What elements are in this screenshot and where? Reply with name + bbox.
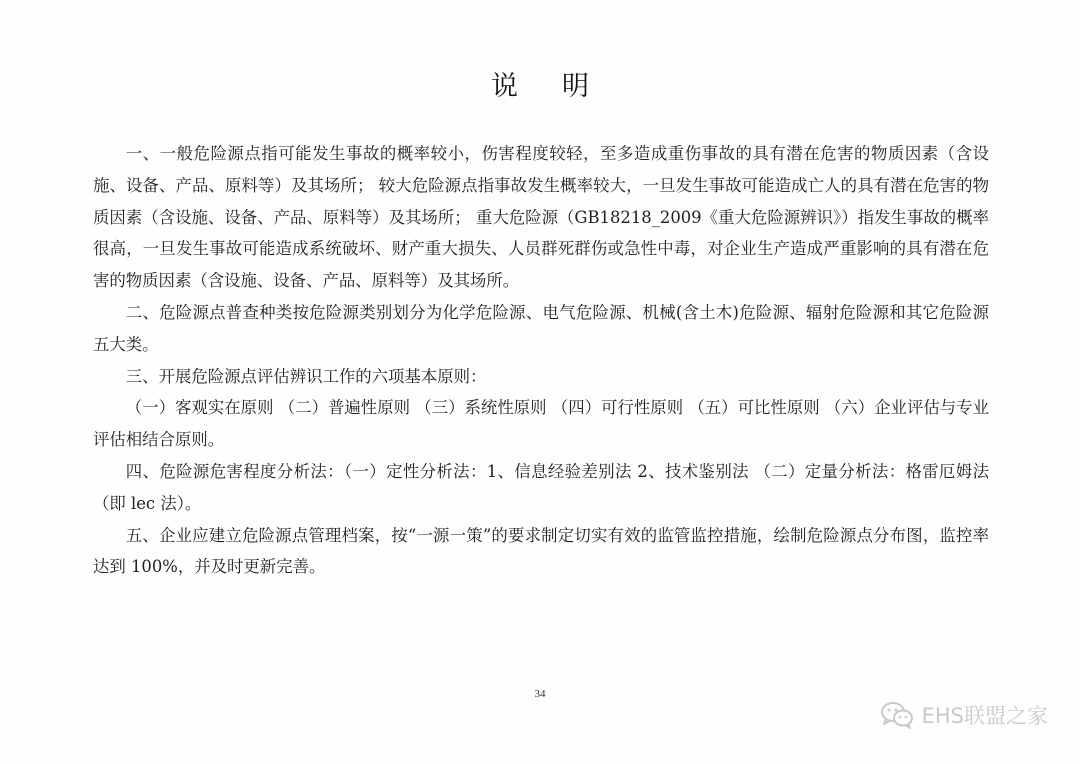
- document-body: [93, 138, 989, 583]
- wechat-icon: [880, 701, 914, 729]
- paragraph-hazard-categories: 二、危险源点普查种类按危险源类别划分为化学危险源、电气危险源、机械(含土木)危险源、辐射危险源和其它危险源五大类。: [93, 302, 989, 354]
- watermark-text: EHS联盟之家: [921, 704, 1048, 728]
- page-title: 说明: [491, 71, 633, 102]
- page-number: 34: [534, 688, 546, 700]
- paragraph-hazard-definitions: 一、一般危险源点指可能发生事故的概率较小，伤害程度较轻，至多造成重伤事故的具有潜在危害的物质因素（含设施、设备、产品、原料等）及其场所； 较大危险源点指事故发生概率较大，一旦发生事故可能造成亡人的具有潜在危害的物质因素（含设施、设备、产品、原料等）及其场所； 重大危险源（GB18218_2009《重大危险源辨识》）指发生事故的概率很高，一旦发生事故可能造成系统破坏、财产重大损失、人员群死群伤或急性中毒，对企业生产造成严重影响的具有潜在危害的物质因素（含设施、设备、产品、原料等）及其场所。: [93, 144, 989, 291]
- paragraph-management-archive: 五、企业应建立危险源点管理档案，按“一源一策”的要求制定切实有效的监管监控措施，绘制危险源点分布图，监控率达到 100%，并及时更新完善。: [93, 525, 989, 577]
- paragraph-principles-list: （一）客观实在原则 （二）普遍性原则 （三）系统性原则 （四）可行性原则 （五）可比性原则 （六）企业评估与专业评估相结合原则。: [93, 398, 989, 450]
- watermark: [880, 700, 1048, 730]
- paragraph-principles-heading: 三、开展危险源点评估辨识工作的六项基本原则：: [125, 366, 487, 386]
- paragraph-analysis-methods: 四、危险源危害程度分析法：（一）定性分析法：1、信息经验差别法 2、技术鉴别法 （二）定量分析法：格雷厄姆法（即 lec 法）。: [93, 461, 989, 513]
